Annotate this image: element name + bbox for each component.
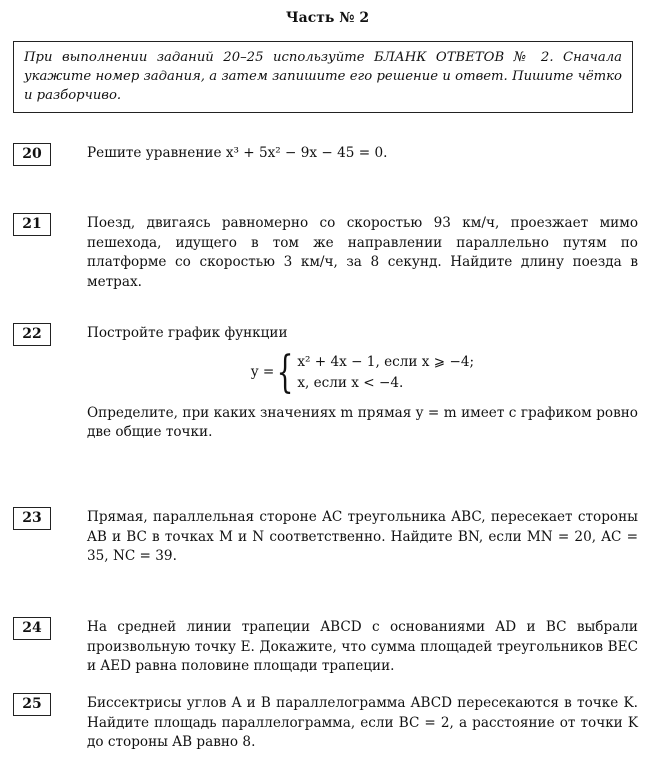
task-text: Поезд, двигаясь равномерно со скоростью 93 км/ч, проезжает мимо пешехода, идущего в том же направлении параллельно путям по платформе со скоростью 3 км/ч, за 8 секунд. Найдите длину поезда в метрах. xyxy=(87,215,638,290)
task-text: Решите уравнение x³ + 5x² − 9x − 45 = 0. xyxy=(87,145,388,161)
task-number: 23 xyxy=(13,507,51,530)
task-text: Прямая, параллельная стороне AC треугольника ABC, пересекает стороны AB и BC в точках M и N соответственно. Найдите BN, если MN = 20, AC = 35, NC = 39. xyxy=(87,509,638,565)
task-number: 20 xyxy=(13,143,51,166)
instructions-box xyxy=(13,41,633,113)
left-brace: { xyxy=(276,346,294,398)
task-question: Определите, при каких значениях m прямая y = m имеет с графиком ровно две общие точки. xyxy=(87,404,638,441)
task-text: На средней линии трапеции ABCD с основаниями AD и BC выбрали произвольную точку E. Докажите, что сумма площадей треугольников BEC и AED равна половине площади трапеции. xyxy=(87,619,638,675)
task-text: Биссектрисы углов A и B параллелограмма ABCD пересекаются в точке K. Найдите площадь параллелограмма, если BC = 2, а расстояние от точки K до стороны AB равно 8. xyxy=(87,695,638,751)
page-title: Часть № 2 xyxy=(285,10,370,26)
piecewise-formula xyxy=(87,346,638,398)
task-number: 22 xyxy=(13,323,51,346)
instructions-text: При выполнении заданий 20–25 используйте БЛАНК ОТВЕТОВ № 2. Сначала укажите номер задания, а затем запишите его решение и ответ. Пишите чётко и разборчиво. xyxy=(24,50,622,103)
task-body xyxy=(87,324,638,443)
task-text: Постройте график функции xyxy=(87,325,288,341)
formula-case-2: x, если x < −4. xyxy=(297,374,404,391)
task-number: 21 xyxy=(13,213,51,236)
formula-lhs: y = xyxy=(250,363,275,380)
task-number: 24 xyxy=(13,617,51,640)
task-number: 25 xyxy=(13,693,51,716)
formula-cases xyxy=(297,352,474,394)
formula-case-1: x² + 4x − 1, если x ⩾ −4; xyxy=(297,353,475,370)
